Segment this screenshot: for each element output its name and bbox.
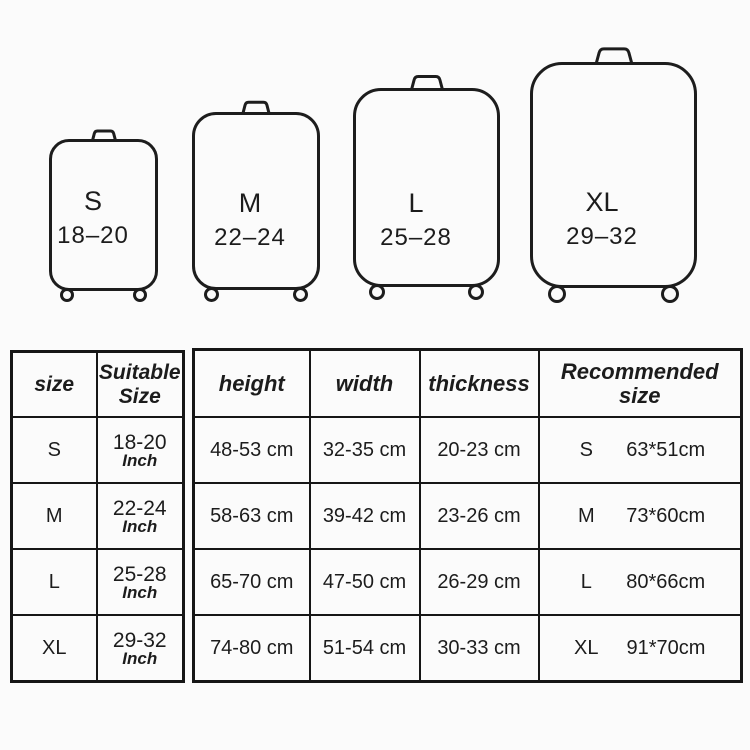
cm-dimension-table [192, 348, 743, 683]
col-header-thickness: thickness [420, 350, 539, 418]
recommended-cell [539, 615, 742, 682]
wheel-icon [293, 287, 308, 302]
table-row [12, 549, 184, 615]
range-value: 18-20 [112, 431, 167, 454]
suitable-size-cell [97, 549, 184, 615]
suitcase-xl-label [566, 186, 638, 255]
table-row [12, 615, 184, 682]
wheel-icon [468, 284, 484, 300]
thickness-cell: 26-29 cm [420, 549, 539, 615]
range-value: 22-24 [112, 497, 167, 520]
suitcase-xl-range: 29–32 [566, 223, 638, 250]
range-value: 25-28 [112, 563, 167, 586]
recommended-cell [539, 483, 742, 549]
thickness-cell: 23-26 cm [420, 483, 539, 549]
col-header-suitable-size: Suitable Size [97, 352, 184, 418]
table-row [194, 615, 742, 682]
size-cell: S [12, 417, 97, 483]
col-header-width: width [310, 350, 420, 418]
suitcase-xl-size: XL [585, 187, 619, 217]
suitcase-handle-icon [89, 129, 119, 142]
wheel-icon [60, 288, 74, 302]
height-cell: 48-53 cm [194, 417, 310, 483]
suitable-size-cell [97, 417, 184, 483]
recommended-size-value: 73*60cm [626, 504, 706, 527]
suitable-size-cell [97, 615, 184, 682]
recommended-cell [539, 549, 742, 615]
size-cell: M [12, 483, 97, 549]
suitcase-s-label [57, 185, 129, 254]
inch-size-table [10, 350, 185, 683]
width-cell: 51-54 cm [310, 615, 420, 682]
thickness-cell: 20-23 cm [420, 417, 539, 483]
height-cell: 74-80 cm [194, 615, 310, 682]
suitcase-handle-icon [407, 74, 447, 91]
wheel-icon [369, 284, 385, 300]
recommended-size-letter: L [580, 570, 592, 593]
table-row [12, 483, 184, 549]
suitcase-l-range: 25–28 [380, 224, 452, 251]
wheel-icon [204, 287, 219, 302]
suitcase-l-size: L [408, 188, 424, 218]
suitable-size-cell [97, 483, 184, 549]
range-unit: Inch [122, 451, 158, 470]
range-value: 29-32 [112, 629, 167, 652]
wheel-icon [133, 288, 147, 302]
table-row [194, 549, 742, 615]
suitcase-s-range: 18–20 [57, 222, 129, 249]
wheel-icon [661, 285, 679, 303]
width-cell: 47-50 cm [310, 549, 420, 615]
recommended-size-value: 80*66cm [626, 570, 706, 593]
suitcase-s-size: S [83, 186, 102, 216]
recommended-size-letter: M [577, 504, 595, 527]
suitcase-l-label [380, 187, 452, 256]
suitcase-m-label [214, 187, 286, 256]
recommended-cell [539, 417, 742, 483]
recommended-size-letter: S [579, 438, 593, 461]
width-cell: 32-35 cm [310, 417, 420, 483]
width-cell: 39-42 cm [310, 483, 420, 549]
suitcase-handle-icon [239, 100, 273, 115]
recommended-size-value: 63*51cm [626, 438, 706, 461]
table-row [194, 417, 742, 483]
recommended-size-letter: XL [574, 636, 599, 659]
col-header-recommended-size: Recommended size [539, 350, 742, 418]
col-header-height: height [194, 350, 310, 418]
height-cell: 65-70 cm [194, 549, 310, 615]
range-unit: Inch [122, 583, 158, 602]
range-unit: Inch [122, 517, 158, 536]
size-cell: XL [12, 615, 97, 682]
table-header-row [194, 350, 742, 418]
height-cell: 58-63 cm [194, 483, 310, 549]
size-cell: L [12, 549, 97, 615]
suitcase-m-size: M [238, 188, 262, 218]
thickness-cell: 30-33 cm [420, 615, 539, 682]
table-header-row [12, 352, 184, 418]
table-row [12, 417, 184, 483]
table-row [194, 483, 742, 549]
suitcase-handle-icon [591, 46, 637, 65]
col-header-size: size [12, 352, 97, 418]
suitcase-m-range: 22–24 [214, 224, 286, 251]
range-unit: Inch [122, 649, 158, 668]
wheel-icon [548, 285, 566, 303]
recommended-size-value: 91*70cm [626, 636, 706, 659]
